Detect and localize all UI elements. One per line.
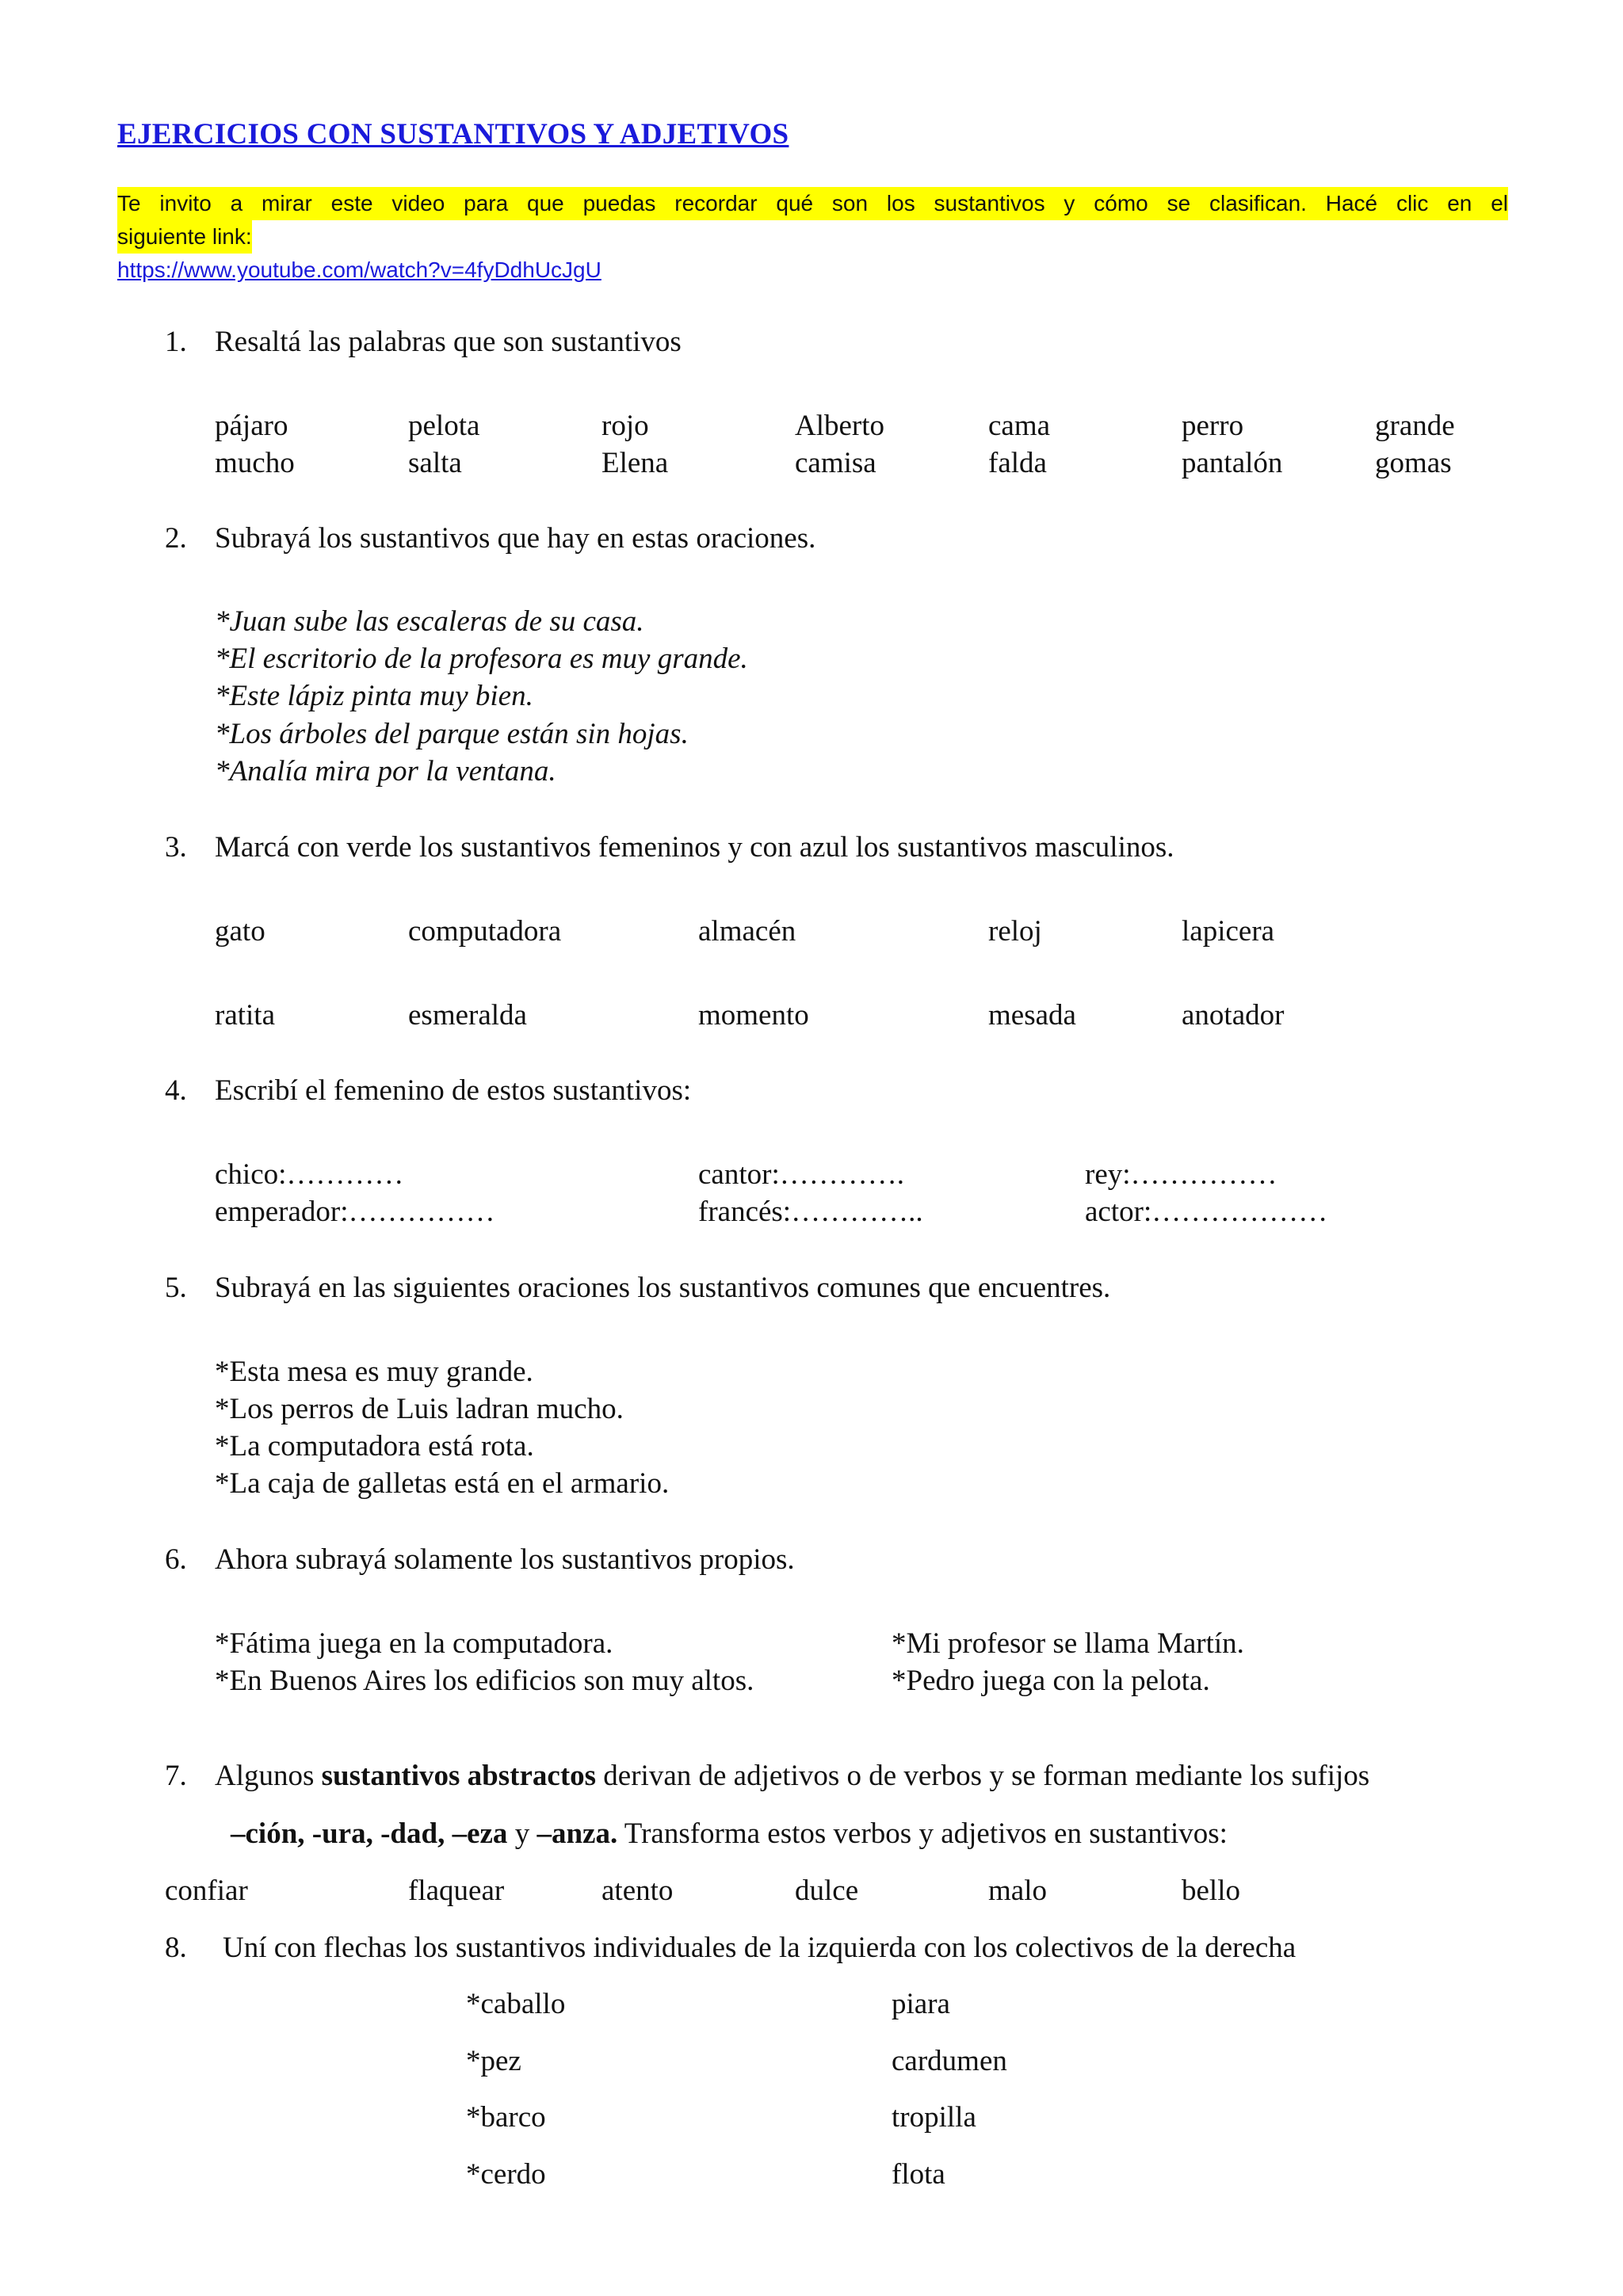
word: bello — [1182, 1875, 1240, 1907]
question-7-line-2 — [231, 1817, 1228, 1851]
word: salta — [408, 447, 462, 479]
suffix-list: –anza. — [537, 1817, 618, 1850]
word: confiar — [165, 1875, 248, 1907]
sentence: *La computadora está rota. — [215, 1430, 534, 1463]
text-segment: y — [507, 1817, 537, 1850]
word: grande — [1375, 410, 1455, 442]
sentence: *Juan sube las escaleras de su casa. — [215, 605, 644, 638]
sentence: *Esta mesa es muy grande. — [215, 1356, 533, 1388]
sentence: *Fátima juega en la computadora. — [215, 1627, 613, 1660]
intro-text-continued: siguiente link: — [117, 220, 252, 254]
question-text: Escribí el femenino de estos sustantivos: — [215, 1074, 692, 1107]
sentence: *En Buenos Aires los edificios son muy altos. — [215, 1665, 754, 1697]
question-number: 5. — [165, 1272, 187, 1304]
fill-in-word: francés:………….. — [698, 1196, 923, 1228]
question-number: 8. — [165, 1932, 187, 1964]
individual-noun: *barco — [466, 2101, 546, 2134]
suffix-list: –ción, -ura, -dad, –eza — [231, 1817, 508, 1850]
word: almacén — [698, 915, 796, 948]
question-text: Marcá con verde los sustantivos femeninos y con azul los sustantivos masculinos. — [215, 831, 1174, 864]
fill-in-word: actor:……………… — [1085, 1196, 1328, 1228]
question-text: Uní con flechas los sustantivos individuales de la izquierda con los colectivos de la derecha — [223, 1932, 1296, 1964]
question-number: 6. — [165, 1543, 187, 1576]
question-number: 2. — [165, 522, 187, 555]
question-number: 1. — [165, 326, 187, 358]
word: computadora — [408, 915, 562, 948]
word: pájaro — [215, 410, 288, 442]
word: esmeralda — [408, 999, 527, 1032]
text-segment: Algunos — [215, 1760, 322, 1792]
individual-noun: *cerdo — [466, 2158, 546, 2191]
word: malo — [988, 1875, 1047, 1907]
sentence: *Este lápiz pinta muy bien. — [215, 680, 533, 712]
sentence: *Pedro juega con la pelota. — [892, 1665, 1210, 1697]
question-text: Resaltá las palabras que son sustantivos — [215, 326, 682, 358]
word: lapicera — [1182, 915, 1275, 948]
text-segment: derivan de adjetivos o de verbos y se forman mediante los sufijos — [596, 1760, 1370, 1792]
word: ratita — [215, 999, 276, 1032]
question-text: Ahora subrayá solamente los sustantivos propios. — [215, 1543, 795, 1576]
intro-text: Te invito a mirar este video para que puedas recordar qué son los sustantivos y cómo se clasifican. Hacé clic en el — [117, 187, 1508, 220]
fill-in-word: rey:…………… — [1085, 1158, 1277, 1191]
word: atento — [601, 1875, 674, 1907]
question-number: 4. — [165, 1074, 187, 1107]
collective-noun: tropilla — [892, 2101, 976, 2134]
sentence: *Mi profesor se llama Martín. — [892, 1627, 1244, 1660]
word: camisa — [795, 447, 876, 479]
fill-in-word: chico:………… — [215, 1158, 404, 1191]
word: dulce — [795, 1875, 859, 1907]
word: gato — [215, 915, 265, 948]
word: falda — [988, 447, 1047, 479]
word: Alberto — [795, 410, 885, 442]
question-number: 3. — [165, 831, 187, 864]
word: anotador — [1182, 999, 1285, 1032]
word: pelota — [408, 410, 480, 442]
word: momento — [698, 999, 809, 1032]
word: reloj — [988, 915, 1042, 948]
word: perro — [1182, 410, 1244, 442]
word: gomas — [1375, 447, 1452, 479]
word: pantalón — [1182, 447, 1283, 479]
page-title: EJERCICIOS CON SUSTANTIVOS Y ADJETIVOS — [117, 118, 789, 151]
text-segment: Transforma estos verbos y adjetivos en sustantivos: — [617, 1817, 1228, 1850]
question-number: 7. — [165, 1760, 187, 1792]
word: rojo — [601, 410, 649, 442]
collective-noun: cardumen — [892, 2045, 1007, 2077]
word: mesada — [988, 999, 1076, 1032]
sentence: *Analía mira por la ventana. — [215, 755, 556, 788]
video-link[interactable]: https://www.youtube.com/watch?v=4fyDdhUcJgU — [117, 257, 601, 282]
individual-noun: *caballo — [466, 1988, 566, 2020]
individual-noun: *pez — [466, 2045, 521, 2077]
question-text: Subrayá los sustantivos que hay en estas oraciones. — [215, 522, 816, 555]
question-text: Subrayá en las siguientes oraciones los sustantivos comunes que encuentres. — [215, 1272, 1111, 1304]
bold-term: sustantivos abstractos — [321, 1760, 597, 1792]
question-text — [215, 1759, 1369, 1793]
word: mucho — [215, 447, 295, 479]
word: cama — [988, 410, 1051, 442]
sentence: *El escritorio de la profesora es muy grande. — [215, 643, 748, 675]
fill-in-word: emperador:…………… — [215, 1196, 495, 1228]
collective-noun: piara — [892, 1988, 950, 2020]
intro-block — [117, 187, 1508, 287]
sentence: *Los perros de Luis ladran mucho. — [215, 1393, 624, 1425]
word: Elena — [601, 447, 669, 479]
sentence: *Los árboles del parque están sin hojas. — [215, 718, 689, 750]
word: flaquear — [408, 1875, 505, 1907]
fill-in-word: cantor:…………. — [698, 1158, 904, 1191]
collective-noun: flota — [892, 2158, 945, 2191]
sentence: *La caja de galletas está en el armario. — [215, 1467, 670, 1500]
